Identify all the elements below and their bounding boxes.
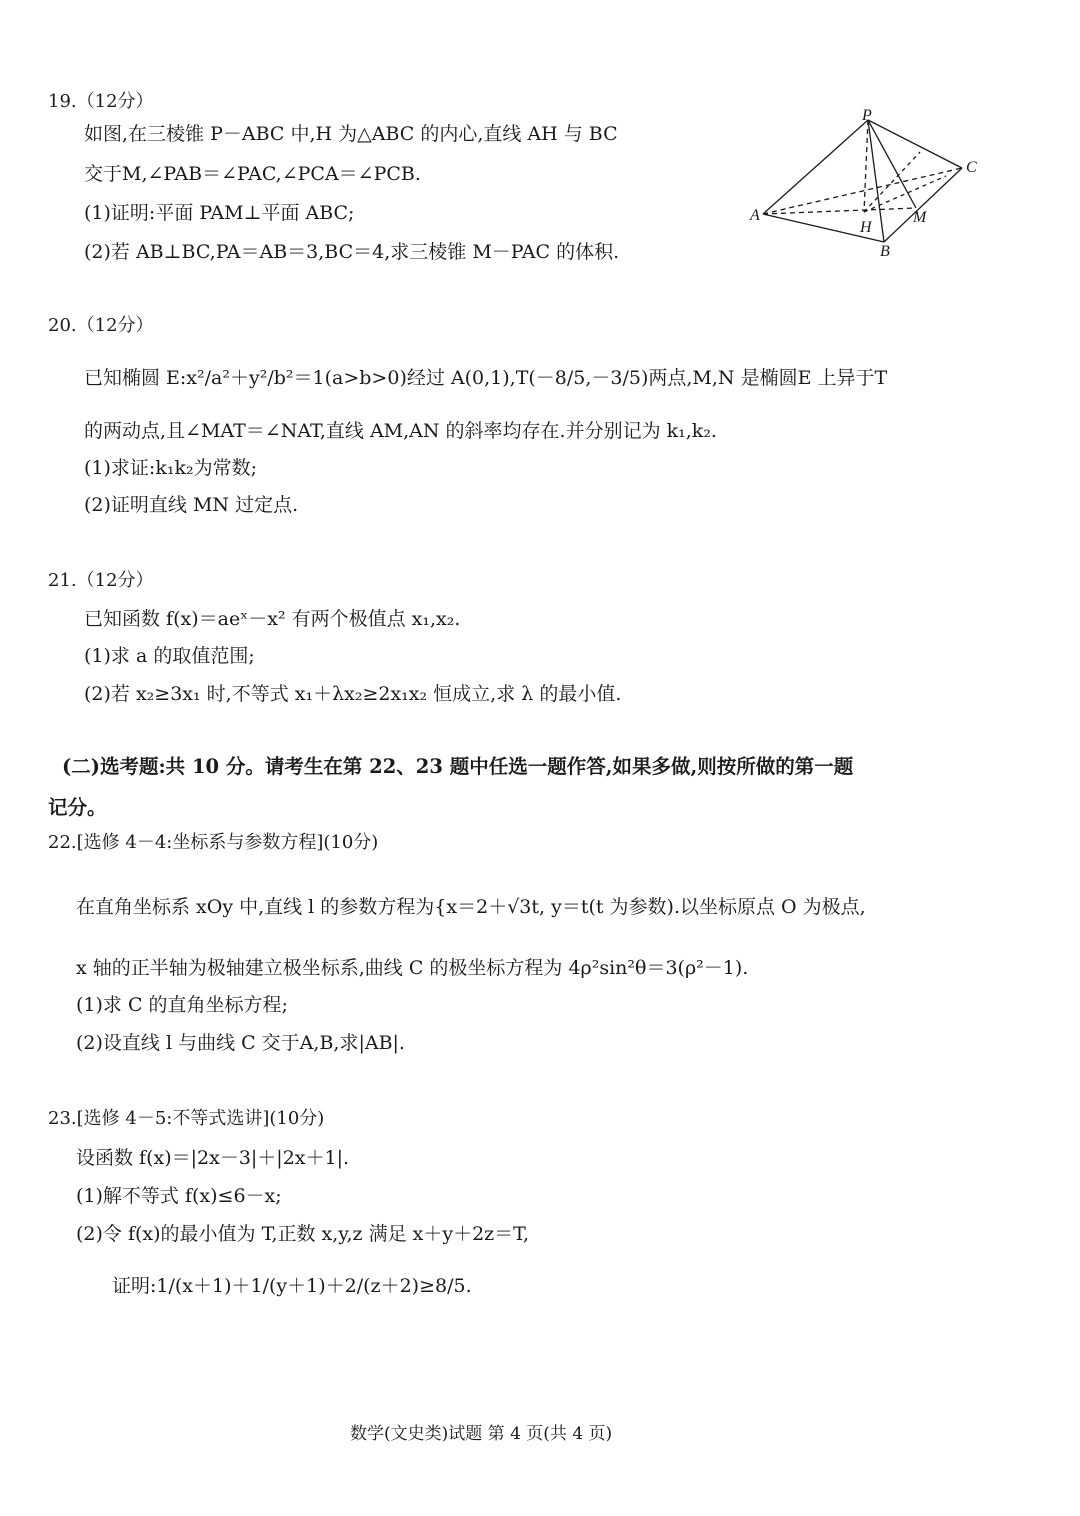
q20-header: 20.（12分） <box>48 315 154 336</box>
q22-part1: (1)求 C 的直角坐标方程; <box>76 994 288 1016</box>
q23-part2: (2)令 f(x)的最小值为 T,正数 x,y,z 满足 x＋y＋2z＝T, <box>76 1223 530 1245</box>
q22-stem-line1: 在直角坐标系 xOy 中,直线 l 的参数方程为{x＝2＋√3t, y＝t(t 为参数).以坐标原点 O 为极点, <box>76 896 866 918</box>
q21-part1: (1)求 a 的取值范围; <box>84 645 255 667</box>
label-m: M <box>913 209 927 226</box>
q23-part1: (1)解不等式 f(x)≤6－x; <box>76 1185 282 1207</box>
q21-part2: (2)若 x₂≥3x₁ 时,不等式 x₁＋λx₂≥2x₁x₂ 恒成立,求 λ 的最小值. <box>84 683 622 705</box>
q20-part2: (2)证明直线 MN 过定点. <box>84 494 299 516</box>
q21-stem-line1: 已知函数 f(x)＝aeˣ－x² 有两个极值点 x₁,x₂. <box>84 608 461 630</box>
section2-instructions-line2: 记分。 <box>48 796 107 819</box>
q19-part2: (2)若 AB⊥BC,PA＝AB＝3,BC＝4,求三棱锥 M－PAC 的体积. <box>84 241 620 263</box>
label-a: A <box>750 207 760 224</box>
label-c: C <box>966 159 977 176</box>
q21-header: 21.（12分） <box>48 570 154 591</box>
label-h: H <box>860 219 872 236</box>
q23-header: 23.[选修 4－5:不等式选讲](10分) <box>48 1108 325 1129</box>
label-b: B <box>880 243 890 260</box>
q19-part1: (1)证明:平面 PAM⊥平面 ABC; <box>84 202 355 224</box>
q20-stem-line1: 已知椭圆 E:x²/a²＋y²/b²＝1(a>b>0)经过 A(0,1),T(－8/5,－3/5)两点,M,N 是椭圆E 上异于T <box>84 367 888 389</box>
q19-pyramid-figure <box>750 108 990 258</box>
q22-part2: (2)设直线 l 与曲线 C 交于A,B,求|AB|. <box>76 1032 405 1054</box>
section2-instructions-line1: (二)选考题:共 10 分。请考生在第 22、23 题中任选一题作答,如果多做,则按所做的第一题 <box>62 755 854 778</box>
label-p: P <box>862 107 872 124</box>
q23-stem-line1: 设函数 f(x)＝|2x－3|＋|2x＋1|. <box>76 1147 350 1169</box>
q20-stem-line2: 的两动点,且∠MAT＝∠NAT,直线 AM,AN 的斜率均存在.并分别记为 k₁,k₂. <box>84 420 717 442</box>
q19-stem-line2: 交于M,∠PAB＝∠PAC,∠PCA＝∠PCB. <box>84 163 421 185</box>
q22-header: 22.[选修 4－4:坐标系与参数方程](10分) <box>48 832 379 853</box>
q22-stem-line2: x 轴的正半轴为极轴建立极坐标系,曲线 C 的极坐标方程为 4ρ²sin²θ＝3(ρ²－1). <box>76 957 749 979</box>
q23-proof: 证明:1/(x＋1)＋1/(y＋1)＋2/(z＋2)≥8/5. <box>112 1275 472 1297</box>
q20-part1: (1)求证:k₁k₂为常数; <box>84 457 257 479</box>
q19-stem-line1: 如图,在三棱锥 P－ABC 中,H 为△ABC 的内心,直线 AH 与 BC <box>84 123 618 145</box>
q19-header: 19.（12分） <box>48 91 154 112</box>
page-footer: 数学(文史类)试题 第 4 页(共 4 页) <box>350 1424 613 1444</box>
